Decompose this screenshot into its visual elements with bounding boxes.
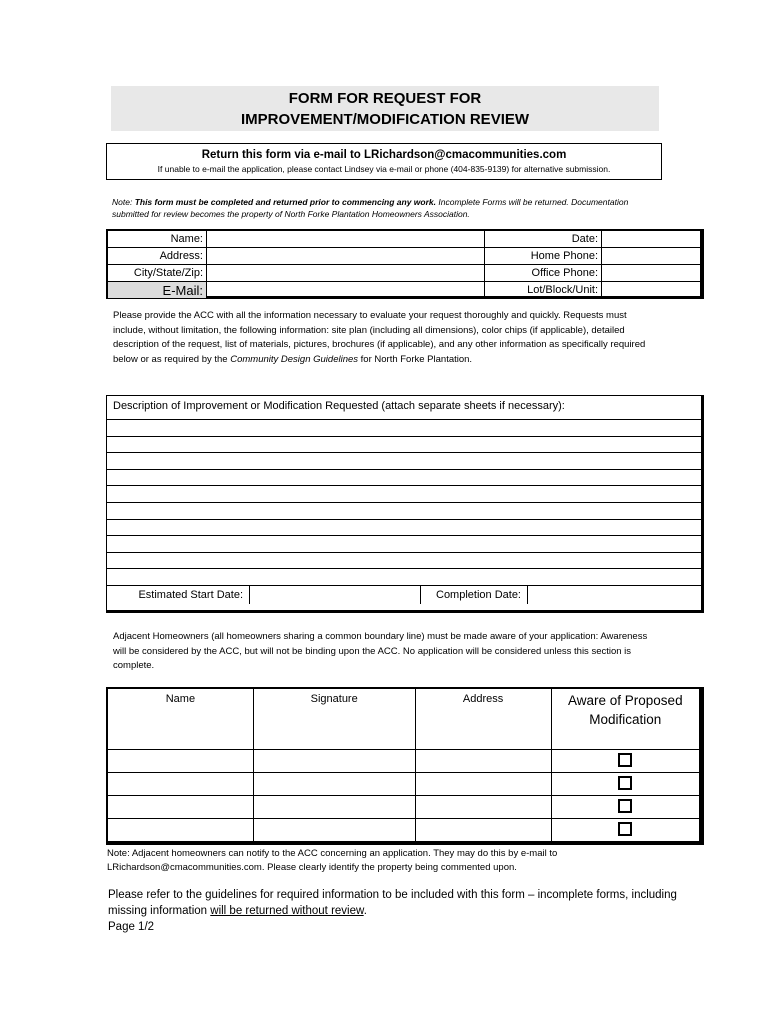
table-row: [108, 750, 701, 773]
note-rest: Incomplete Forms will be returned. Documentation submitted for review becomes the property of North Forke Plantation Homeowners Association.: [112, 197, 629, 219]
completion-note: [112, 196, 660, 220]
refer-text: Please refer to the guidelines for required information to be included with this form – incomplete forms, including missing information: [108, 889, 677, 917]
instructions-text: Please provide the ACC with all the information necessary to evaluate your request thoroughly and quickly. Requests must include, without limitation, the following information: site plan (including all dimensions), color chips (if applicable), detailed description of the request, list of materials, pictures, brochures (if applicable), and any other information as specifically required below or as required by the: [113, 310, 646, 365]
neighbor-name-cell[interactable]: [108, 796, 254, 819]
description-line[interactable]: [107, 520, 701, 537]
col-signature-header: Signature: [253, 689, 415, 750]
description-line[interactable]: [107, 453, 701, 470]
instructions-paragraph: [113, 309, 653, 367]
description-line[interactable]: [107, 569, 701, 586]
contact-info-table: [106, 229, 704, 299]
aware-cell: [551, 773, 699, 796]
col-spacer: [700, 689, 701, 750]
home-phone-field[interactable]: [602, 248, 701, 265]
neighbor-signature-cell[interactable]: [253, 773, 415, 796]
neighbor-address-cell[interactable]: [415, 773, 551, 796]
description-line[interactable]: [107, 437, 701, 454]
description-line[interactable]: [107, 420, 701, 437]
aware-cell: [551, 796, 699, 819]
neighbor-signature-cell[interactable]: [253, 796, 415, 819]
return-email-instruction: Return this form via e-mail to LRichardson@cmacommunities.com: [201, 149, 567, 161]
return-instructions-box: [106, 143, 662, 180]
description-title: Description of Improvement or Modification Requested (attach separate sheets if necessary):: [107, 396, 701, 420]
homeowners-table: [106, 687, 704, 845]
address-field[interactable]: [207, 248, 485, 265]
description-line[interactable]: [107, 503, 701, 520]
note-prefix: Note:: [112, 197, 135, 207]
neighbor-address-cell[interactable]: [415, 750, 551, 773]
address-label: Address:: [108, 248, 207, 265]
aware-checkbox[interactable]: [618, 799, 632, 813]
col-name-header: Name: [108, 689, 254, 750]
email-field[interactable]: [207, 282, 485, 299]
name-label: Name:: [108, 231, 207, 248]
spacer-cell: [700, 750, 701, 773]
home-phone-label: Home Phone:: [485, 248, 602, 265]
completion-date-label: Completion Date:: [436, 588, 521, 601]
alternative-submission-note: If unable to e-mail the application, please contact Lindsey via e-mail or phone (404-835-9139) for alternative submission.: [157, 164, 611, 174]
description-line[interactable]: [107, 553, 701, 570]
page-number: Page 1/2: [108, 921, 155, 933]
start-date-field[interactable]: [249, 586, 421, 604]
refer-underlined: will be returned without review: [210, 905, 364, 917]
office-phone-label: Office Phone:: [485, 265, 602, 282]
neighbor-name-cell[interactable]: [108, 773, 254, 796]
spacer-cell: [700, 796, 701, 819]
description-line[interactable]: [107, 536, 701, 553]
email-label: E-Mail:: [108, 282, 207, 299]
dates-row: [107, 586, 701, 604]
aware-checkbox[interactable]: [618, 753, 632, 767]
lot-block-unit-field[interactable]: [602, 282, 701, 299]
neighbor-address-cell[interactable]: [415, 819, 551, 842]
refer-end: .: [363, 905, 367, 917]
table-row: [108, 819, 701, 842]
description-line[interactable]: [107, 470, 701, 487]
form-title: [111, 86, 659, 131]
adjacent-notify-note: Note: Adjacent homeowners can notify to the ACC concerning an application. They may do this by e-mail to LRichardson@cmacommunities.com. Please clearly identify the property being commented upon.: [107, 848, 558, 873]
neighbor-address-cell[interactable]: [415, 796, 551, 819]
neighbor-signature-cell[interactable]: [253, 750, 415, 773]
aware-cell: [551, 750, 699, 773]
description-box: [106, 395, 704, 613]
aware-cell: [551, 819, 699, 842]
description-line[interactable]: [107, 486, 701, 503]
aware-checkbox[interactable]: [618, 776, 632, 790]
title-line-2: IMPROVEMENT/MODIFICATION REVIEW: [240, 111, 530, 128]
spacer-cell: [700, 773, 701, 796]
name-field[interactable]: [207, 231, 485, 248]
adjacent-homeowners-text: Adjacent Homeowners (all homeowners sharing a common boundary line) must be made aware of your application: Awareness will be considered by the ACC, but will not be binding upon the ACC. No application will be considered unless this section is complete.: [113, 631, 648, 671]
start-date-label: Estimated Start Date:: [138, 588, 243, 601]
spacer-cell: [700, 819, 701, 842]
title-line-1: FORM FOR REQUEST FOR: [288, 90, 482, 107]
note-bold: This form must be completed and returned prior to commencing any work.: [134, 197, 437, 207]
guidelines-reference: [108, 887, 708, 935]
office-phone-field[interactable]: [602, 265, 701, 282]
col-aware-header: Aware of Proposed Modification: [551, 689, 699, 750]
neighbor-signature-cell[interactable]: [253, 819, 415, 842]
neighbor-name-cell[interactable]: [108, 750, 254, 773]
table-row: [108, 796, 701, 819]
table-row: [108, 773, 701, 796]
col-address-header: Address: [415, 689, 551, 750]
instructions-end: for North Forke Plantation.: [358, 353, 473, 365]
date-label: Date:: [485, 231, 602, 248]
completion-date-field[interactable]: [527, 586, 701, 604]
guidelines-title: Community Design Guidelines: [230, 353, 359, 365]
neighbor-name-cell[interactable]: [108, 819, 254, 842]
aware-checkbox[interactable]: [618, 822, 632, 836]
city-state-zip-label: City/State/Zip:: [108, 265, 207, 282]
city-state-zip-field[interactable]: [207, 265, 485, 282]
date-field[interactable]: [602, 231, 701, 248]
lot-block-unit-label: Lot/Block/Unit:: [485, 282, 602, 299]
